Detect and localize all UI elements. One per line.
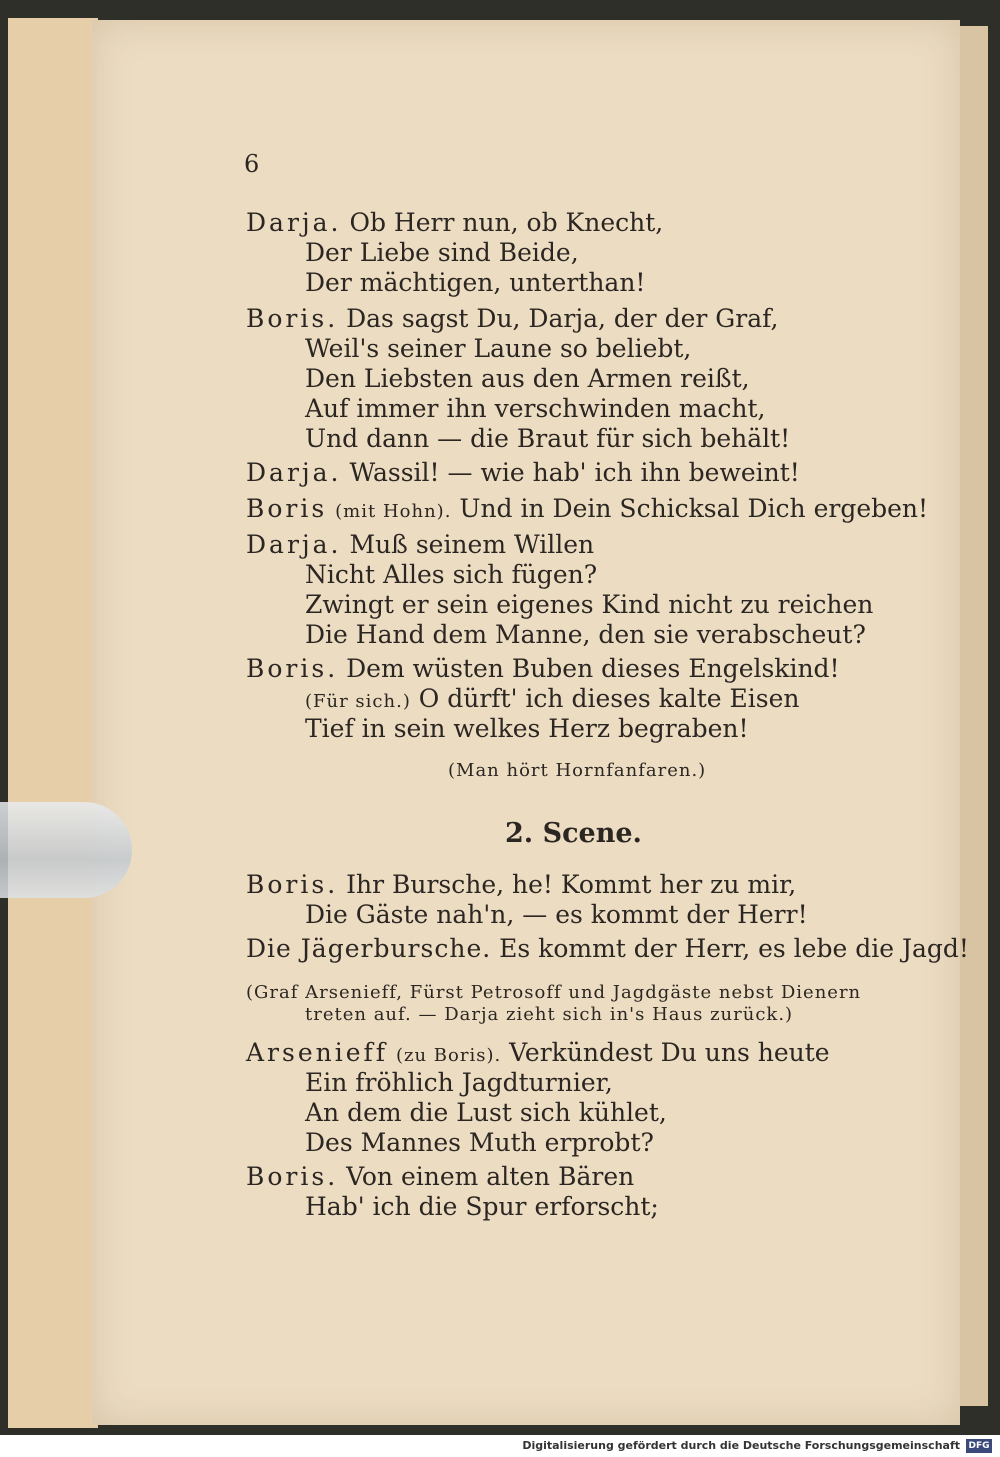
dialogue-line <box>305 1098 667 1127</box>
speaker-name: Die Jägerbursche. <box>246 934 492 963</box>
dialogue-line <box>305 684 799 713</box>
line-text: Nicht Alles sich fügen? <box>305 560 598 589</box>
line-text: Zwingt er sein eigenes Kind nicht zu reichen <box>305 590 874 619</box>
line-text: Von einem alten Bären <box>346 1162 635 1191</box>
dialogue-line <box>305 424 790 453</box>
dialogue-line <box>305 268 645 297</box>
speaker-name: Boris <box>246 494 328 523</box>
dialogue-line <box>246 934 969 963</box>
speaker-name: Darja. <box>246 458 342 487</box>
line-text: Wassil! — wie hab' ich ihn beweint! <box>349 458 800 487</box>
speaker-name: Boris. <box>246 1162 339 1191</box>
speaker-name: Boris. <box>246 870 339 899</box>
stage-direction: (zu Boris). <box>395 1045 502 1066</box>
line-text: Und dann — die Braut für sich behält! <box>305 424 791 453</box>
dialogue-line <box>246 458 800 487</box>
line-text: O dürft' ich dieses kalte Eisen <box>418 684 800 713</box>
line-text: Ob Herr nun, ob Knecht, <box>349 208 664 237</box>
scene-title: 2. Scene. <box>505 818 642 849</box>
dialogue-line <box>246 870 796 899</box>
dialogue-line <box>305 590 873 619</box>
line-text: Und in Dein Schicksal Dich ergeben! <box>459 494 929 523</box>
dialogue-line <box>305 900 808 929</box>
page-edge-left <box>8 18 98 1428</box>
dialogue-line <box>305 1192 659 1221</box>
line-text: Auf immer ihn verschwinden macht, <box>305 394 766 423</box>
dialogue-line <box>305 334 691 363</box>
dialogue-line <box>246 654 840 683</box>
dialogue-line <box>246 530 594 559</box>
dialogue-line <box>305 364 750 393</box>
line-text: Ein fröhlich Jagdturnier, <box>305 1068 613 1097</box>
line-text: Hab' ich die Spur erforscht; <box>305 1192 659 1221</box>
stage-direction: treten auf. — Darja zieht sich in's Haus zurück.) <box>305 1004 794 1025</box>
stage-direction: (mit Hohn). <box>335 501 452 522</box>
line-text: Die Hand dem Manne, den sie verabscheut? <box>305 620 866 649</box>
footer-bar <box>0 1437 1000 1457</box>
speaker-name: Darja. <box>246 208 342 237</box>
line-text: Den Liebsten aus den Armen reißt, <box>305 364 750 393</box>
speaker-name: Boris. <box>246 304 339 333</box>
line-text: An dem die Lust sich kühlet, <box>305 1098 667 1127</box>
line-text: Verkündest Du uns heute <box>509 1038 830 1067</box>
speaker-name: Boris. <box>246 654 339 683</box>
page-number: 6 <box>244 150 260 178</box>
dialogue-line <box>305 560 597 589</box>
line-text: Der Liebe sind Beide, <box>305 238 579 267</box>
dialogue-line <box>246 1038 830 1067</box>
line-text: Das sagst Du, Darja, der der Graf, <box>346 304 779 333</box>
page-edge-right <box>958 26 988 1406</box>
page-slider-handle[interactable] <box>0 802 132 898</box>
stage-direction: (Man hört Hornfanfaren.) <box>448 760 707 781</box>
line-text: Der mächtigen, unterthan! <box>305 268 646 297</box>
line-text: Weil's seiner Laune so beliebt, <box>305 334 692 363</box>
line-text: Muß seinem Willen <box>349 530 595 559</box>
dialogue-line <box>246 494 928 523</box>
stage-direction: (Graf Arsenieff, Fürst Petrosoff und Jagdgäste nebst Dienern <box>246 982 862 1003</box>
line-text: Tief in sein welkes Herz begraben! <box>305 714 749 743</box>
footer-credit: Digitalisierung gefördert durch die Deutsche Forschungsgemeinschaft <box>522 1439 960 1452</box>
stage-direction: (Für sich.) <box>305 691 411 712</box>
dialogue-line <box>305 394 765 423</box>
dialogue-line <box>246 208 663 237</box>
dialogue-line <box>305 1068 613 1097</box>
dialogue-line <box>246 304 778 333</box>
dialogue-line <box>305 1128 654 1157</box>
dfg-logo: DFG <box>966 1439 992 1453</box>
dialogue-line <box>305 714 749 743</box>
speaker-name: Darja. <box>246 530 342 559</box>
line-text: Dem wüsten Buben dieses Engelskind! <box>346 654 840 683</box>
line-text: Des Mannes Muth erprobt? <box>305 1128 654 1157</box>
speaker-name: Arsenieff <box>246 1038 389 1067</box>
line-text: Es kommt der Herr, es lebe die Jagd! <box>499 934 969 963</box>
line-text: Ihr Bursche, he! Kommt her zu mir, <box>346 870 797 899</box>
dialogue-line <box>305 620 866 649</box>
line-text: Die Gäste nah'n, — es kommt der Herr! <box>305 900 808 929</box>
dialogue-line <box>305 238 579 267</box>
dialogue-line <box>246 1162 634 1191</box>
